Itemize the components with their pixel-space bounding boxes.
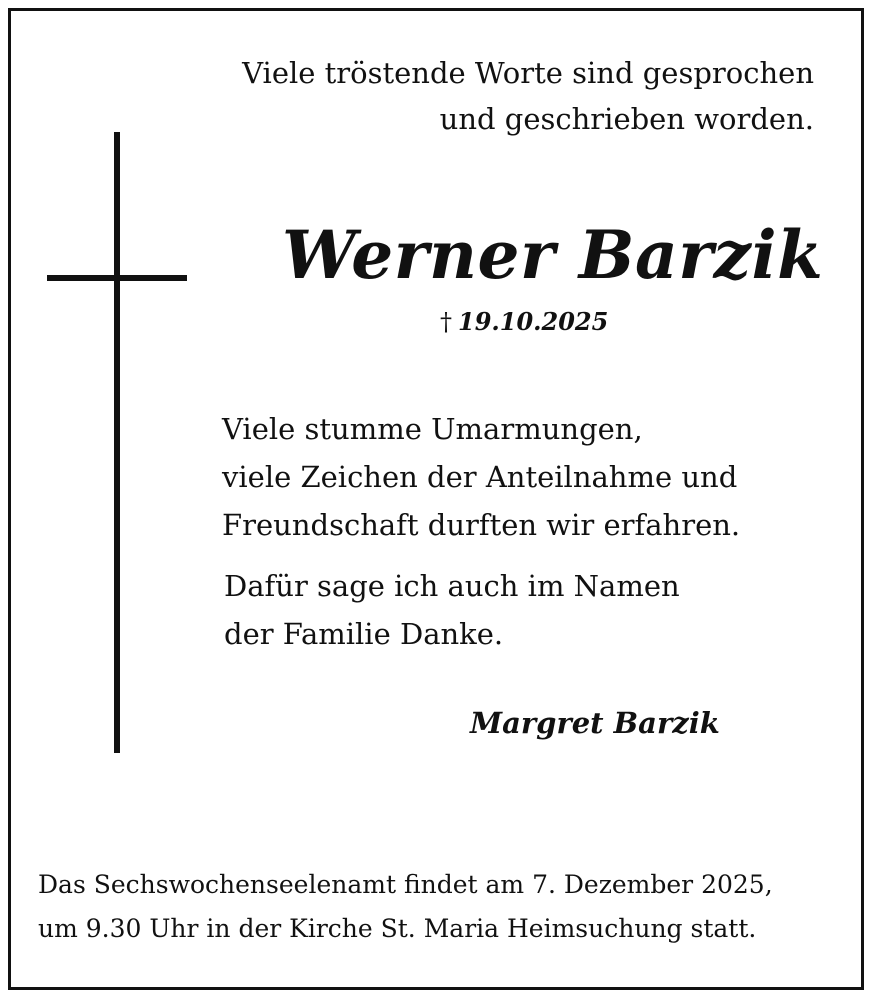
footer-line-2: um 9.30 Uhr in der Kirche St. Maria Heimsuchung statt.	[38, 914, 757, 943]
thanks-message	[224, 562, 680, 658]
cross-icon-vertical-bar	[114, 132, 120, 753]
service-announcement	[38, 863, 773, 951]
signature: Margret Barzik	[470, 706, 720, 740]
thanks-line-2: der Familie Danke.	[224, 617, 504, 651]
condolence-message	[222, 405, 740, 549]
thanks-line-1: Dafür sage ich auch im Namen	[224, 569, 680, 603]
message-line-3: Freundschaft durften wir erfahren.	[222, 508, 741, 542]
dagger-icon: †	[440, 308, 452, 336]
quote-line-2: und geschrieben worden.	[439, 102, 814, 136]
message-line-2: viele Zeichen der Anteilnahme und	[222, 460, 738, 494]
death-date: 19.10.2025	[458, 307, 609, 336]
deceased-name: Werner Barzik	[282, 216, 824, 294]
message-line-1: Viele stumme Umarmungen,	[222, 412, 643, 446]
death-date-line	[440, 306, 608, 338]
footer-line-1: Das Sechswochenseelenamt findet am 7. Dezember 2025,	[38, 870, 773, 899]
quote-line-1: Viele tröstende Worte sind gesprochen	[242, 56, 814, 90]
cross-icon-horizontal-bar	[47, 275, 187, 281]
opening-quote	[242, 50, 814, 142]
